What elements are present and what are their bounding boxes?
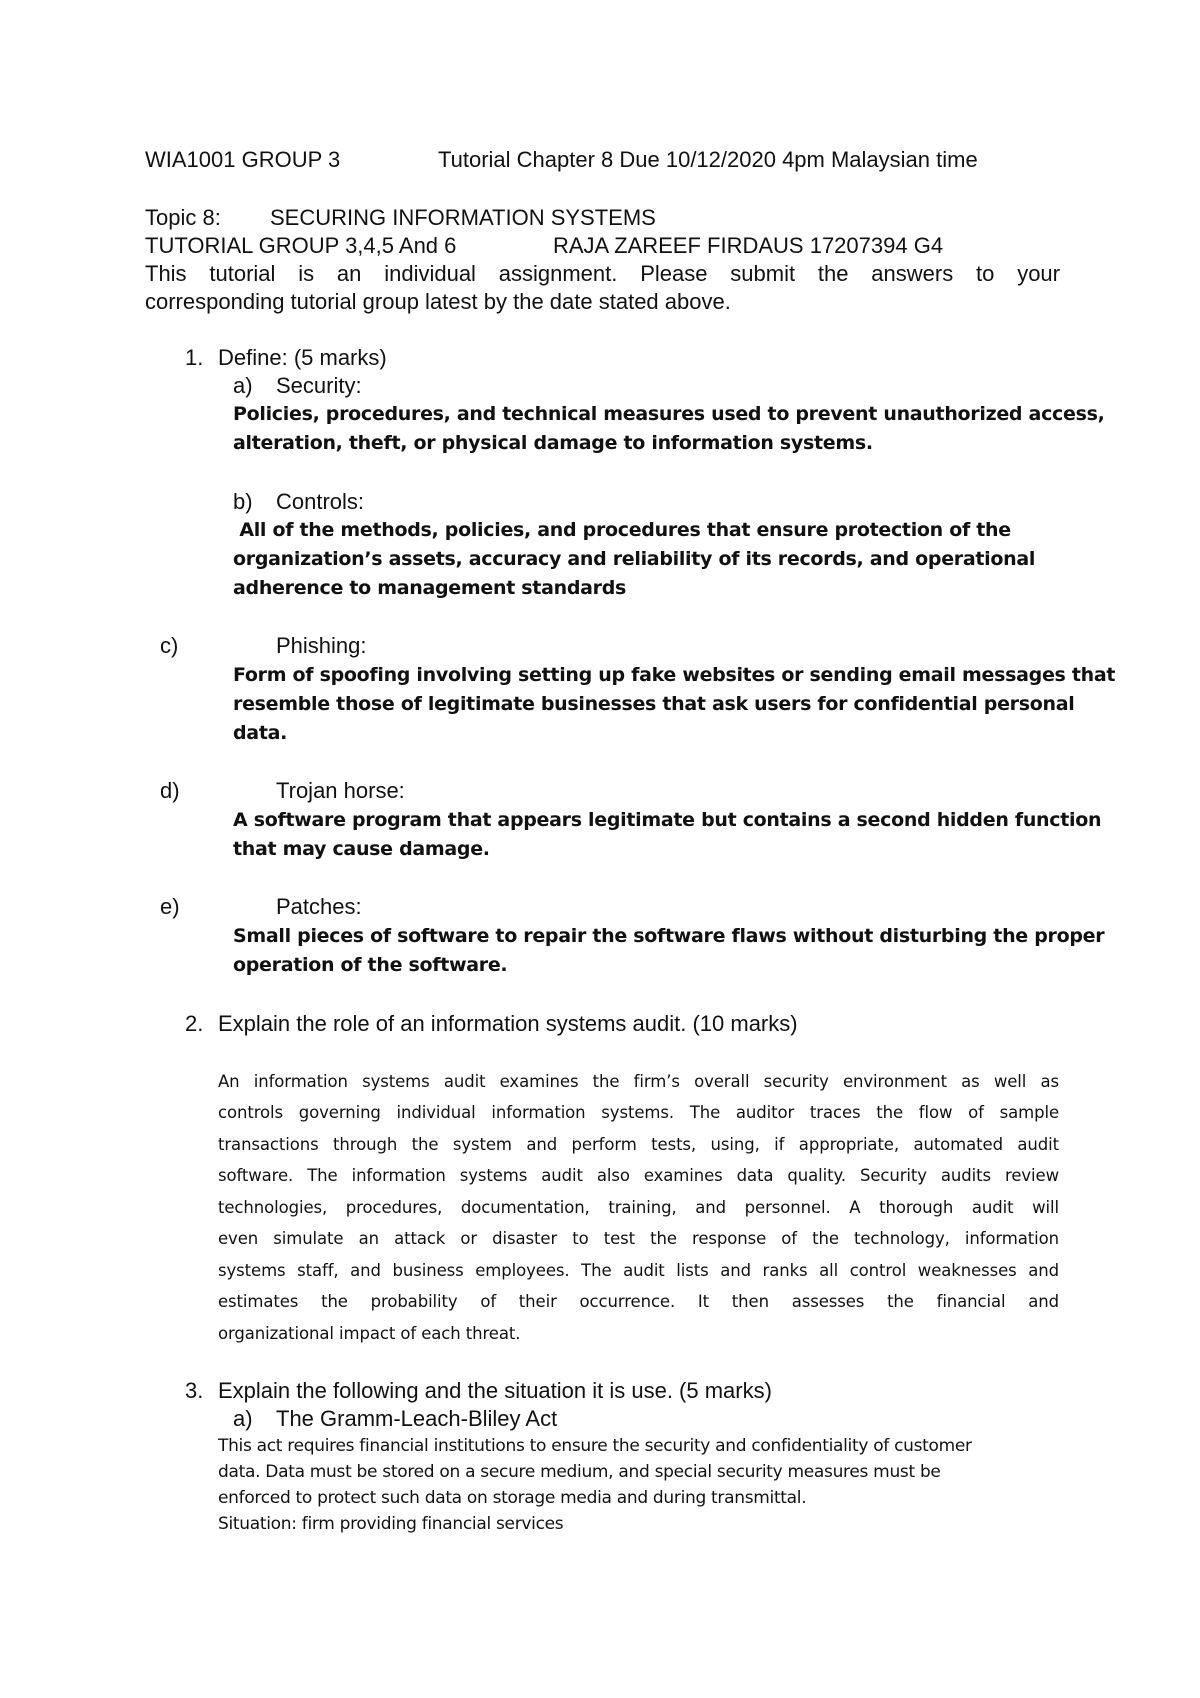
q3a-term: The Gramm-Leach-Bliley Act — [276, 1406, 558, 1431]
q1c-answer-line: data. — [233, 722, 288, 744]
q3a-answer-line: data. Data must be stored on a secure medium, and special security measures must be — [218, 1462, 941, 1482]
q2-number: 2. — [185, 1011, 204, 1036]
q3a-answer-line: This act requires financial institutions to ensure the security and confidentiality of customer — [218, 1436, 972, 1456]
q1-number: 1. — [185, 345, 204, 370]
q1d-term: Trojan horse: — [276, 778, 405, 803]
q3-number: 3. — [185, 1378, 204, 1403]
q1c-answer-line: Form of spoofing involving setting up fake websites or sending email messages that — [233, 664, 1116, 686]
tutorial-due-line: Tutorial Chapter 8 Due 10/12/2020 4pm Malaysian time — [438, 147, 978, 172]
topic-label: Topic 8: — [145, 205, 221, 230]
q1a-term: Security: — [276, 373, 362, 398]
q1e-term: Patches: — [276, 894, 362, 919]
q1b-answer-line: organization’s assets, accuracy and reliability of its records, and operational — [233, 548, 1036, 570]
q2-answer-line: controls governing individual information systems. The auditor traces the flow of sample — [218, 1103, 1059, 1122]
q1e-answer-line: operation of the software. — [233, 954, 508, 976]
q1a-answer-line: alteration, theft, or physical damage to information systems. — [233, 432, 873, 454]
student-info: RAJA ZAREEF FIRDAUS 17207394 G4 — [553, 233, 944, 258]
q2-answer-line: estimates the probability of their occurrence. It then assesses the financial and — [218, 1292, 1059, 1311]
q1d-answer-line: A software program that appears legitimate but contains a second hidden function — [233, 809, 1102, 831]
q1a-letter: a) — [233, 373, 253, 398]
q2-answer-line: systems staff, and business employees. The audit lists and ranks all control weaknesses and — [218, 1261, 1059, 1280]
q1d-letter: d) — [160, 778, 180, 803]
q1e-letter: e) — [160, 894, 180, 919]
q1b-term: Controls: — [276, 489, 365, 514]
q2-answer-line: organizational impact of each threat. — [218, 1324, 521, 1343]
q1b-letter: b) — [233, 489, 253, 514]
q2-answer-line: An information systems audit examines the firm’s overall security environment as well as — [218, 1072, 1059, 1091]
q3a-answer-line: Situation: firm providing financial services — [218, 1514, 564, 1534]
q2-answer-line: software. The information systems audit also examines data quality. Security audits review — [218, 1166, 1059, 1185]
course-code: WIA1001 GROUP 3 — [145, 147, 341, 172]
q3-prompt: Explain the following and the situation it is use. (5 marks) — [218, 1378, 772, 1403]
q2-answer-line: even simulate an attack or disaster to test the response of the technology, information — [218, 1229, 1059, 1248]
q1b-answer-line: adherence to management standards — [233, 577, 627, 599]
q2-prompt: Explain the role of an information systems audit. (10 marks) — [218, 1011, 798, 1036]
q1e-answer-line: Small pieces of software to repair the software flaws without disturbing the proper — [233, 925, 1105, 947]
q1c-letter: c) — [160, 633, 179, 658]
q1a-answer-line: Policies, procedures, and technical measures used to prevent unauthorized access, — [233, 403, 1105, 425]
q3a-letter: a) — [233, 1406, 253, 1431]
q3a-answer-line: enforced to protect such data on storage media and during transmittal. — [218, 1488, 807, 1508]
q1d-answer-line: that may cause damage. — [233, 838, 490, 860]
topic-title: SECURING INFORMATION SYSTEMS — [270, 205, 656, 230]
q1c-term: Phishing: — [276, 633, 367, 658]
tutorial-groups: TUTORIAL GROUP 3,4,5 And 6 — [145, 233, 457, 258]
q2-answer-line: technologies, procedures, documentation, training, and personnel. A thorough audit will — [218, 1198, 1059, 1217]
instructions-line-2: corresponding tutorial group latest by the date stated above. — [145, 289, 731, 314]
q1-prompt: Define: (5 marks) — [218, 345, 387, 370]
q1b-answer-line: All of the methods, policies, and procedures that ensure protection of the — [233, 519, 1011, 541]
q1c-answer-line: resemble those of legitimate businesses that ask users for confidential personal — [233, 693, 1075, 715]
instructions-line-1: This tutorial is an individual assignment. Please submit the answers to your — [145, 261, 1060, 286]
q2-answer-line: transactions through the system and perform tests, using, if appropriate, automated audit — [218, 1135, 1059, 1154]
